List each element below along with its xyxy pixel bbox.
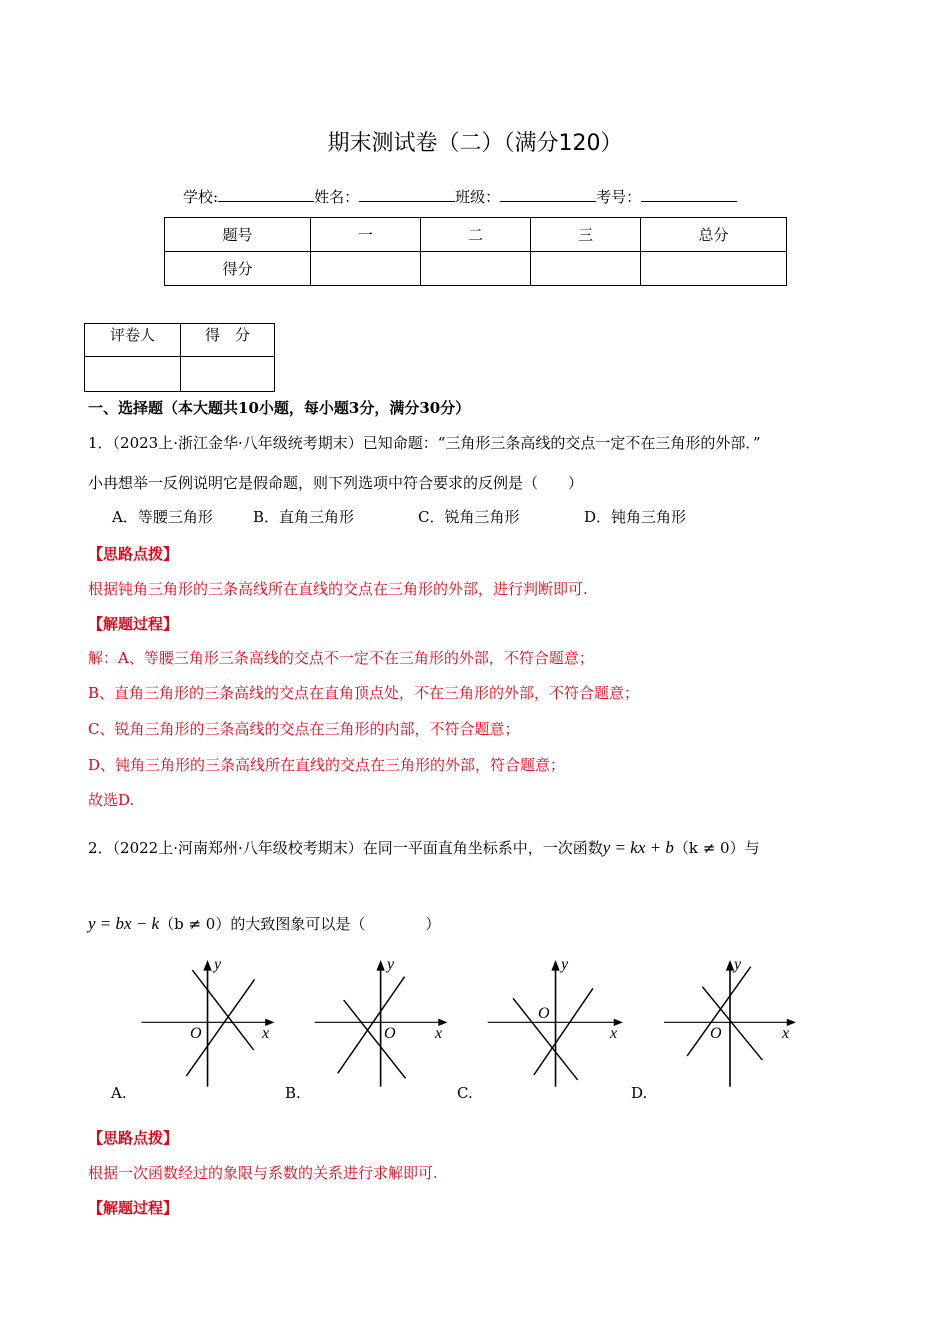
q2-option-a: A. <box>111 1084 127 1102</box>
q1-stem-line2: 小冉想举一反例说明它是假命题，则下列选项中符合要求的反例是（ ） <box>88 474 584 492</box>
graph-b <box>315 963 444 1086</box>
q2-stem-line1 <box>88 837 760 858</box>
graph-a <box>142 963 271 1086</box>
name-field[interactable] <box>359 187 455 202</box>
q2-option-b: B. <box>285 1084 301 1102</box>
student-info <box>183 186 737 207</box>
header-cell: 题号 <box>165 218 311 252</box>
q1-hint-title: 【思路点拨】 <box>88 545 179 563</box>
q2-option-d: D. <box>631 1084 648 1102</box>
row-label: 得分 <box>165 252 311 286</box>
q2-stem-text: 2．（2022上·河南郑州·八年级校考期末）在同一平面直角坐标系中，一次函数 <box>88 839 603 857</box>
condition-2: （b ≠ 0）的大致图象可以是（ ） <box>159 915 441 933</box>
q1-option-b: B．直角三角形 <box>253 508 355 526</box>
graph-d <box>664 963 792 1086</box>
header-cell: 三 <box>531 218 641 252</box>
header-cell: 一 <box>311 218 421 252</box>
class-label: 班级： <box>455 188 501 206</box>
q1-option-a: A．等腰三角形 <box>112 508 213 526</box>
x-label: x <box>610 1025 618 1042</box>
x-label: x <box>435 1025 443 1042</box>
grader-cell[interactable] <box>85 357 181 392</box>
line-1 <box>702 987 762 1060</box>
q2-hint: 根据一次函数经过的象限与系数的关系进行求解即可. <box>88 1164 438 1182</box>
q1-option-c: C．锐角三角形 <box>418 508 520 526</box>
q1-solution-line: C、锐角三角形的三条高线的交点在三角形的内部，不符合题意； <box>88 720 520 738</box>
header-cell: 总分 <box>641 218 787 252</box>
x-label: x <box>262 1025 270 1042</box>
grader-table <box>84 323 275 392</box>
formula-1: y = kx + b <box>602 838 674 857</box>
page-title: 期末测试卷（二）（满分120） <box>327 131 623 156</box>
q2-solution-title: 【解题过程】 <box>88 1199 179 1217</box>
origin-label: O <box>384 1025 396 1042</box>
q2-option-c: C. <box>457 1084 473 1102</box>
number-field[interactable] <box>641 187 737 202</box>
section-heading: 一、选择题（本大题共10小题，每小题3分，满分30分） <box>88 399 471 417</box>
y-label: y <box>734 956 742 973</box>
score-cell[interactable] <box>311 252 421 286</box>
q1-solution-line: B、直角三角形的三条高线的交点在直角顶点处，不在三角形的外部，不符合题意； <box>88 684 640 702</box>
q2-stem-line2 <box>88 913 440 934</box>
line-1 <box>344 1000 406 1078</box>
origin-label: O <box>710 1025 722 1042</box>
q2-hint-title: 【思路点拨】 <box>88 1129 179 1147</box>
score-cell[interactable] <box>531 252 641 286</box>
formula-2: y = bx − k <box>88 914 160 933</box>
q1-solution-line: D、钝角三角形的三条高线所在直线的交点在三角形的外部，符合题意； <box>88 756 566 774</box>
x-label: x <box>782 1025 790 1042</box>
y-label: y <box>214 956 222 973</box>
header-cell: 二 <box>421 218 531 252</box>
number-label: 考号： <box>596 188 642 206</box>
q1-stem-line1: 1．（2023上·浙江金华·八年级统考期末）已知命题：“三角形三条高线的交点一定不在三角形的外部．” <box>88 434 761 452</box>
name-label: 姓名： <box>314 188 360 206</box>
q1-option-d: D．钝角三角形 <box>584 508 687 526</box>
score-cell[interactable] <box>181 357 275 392</box>
origin-label: O <box>538 1005 550 1022</box>
score-cell[interactable] <box>421 252 531 286</box>
grader-header: 评卷人 <box>85 324 181 357</box>
q1-solution-line: 解：A、等腰三角形三条高线的交点不一定不在三角形的外部，不符合题意； <box>88 649 594 667</box>
q1-solution-title: 【解题过程】 <box>88 615 179 633</box>
graph-c <box>488 963 620 1086</box>
school-label: 学校: <box>183 188 219 206</box>
score-cell[interactable] <box>641 252 787 286</box>
y-label: y <box>561 956 569 973</box>
y-label: y <box>387 956 395 973</box>
q1-hint: 根据钝角三角形的三条高线所在直线的交点在三角形的外部，进行判断即可. <box>88 580 588 598</box>
score-table <box>164 217 787 286</box>
score-header: 得 分 <box>181 324 275 357</box>
origin-label: O <box>190 1025 202 1042</box>
school-field[interactable] <box>218 187 314 202</box>
class-field[interactable] <box>500 187 596 202</box>
condition-1: （k ≠ 0）与 <box>673 839 760 857</box>
q1-solution-line: 故选D. <box>88 791 135 809</box>
